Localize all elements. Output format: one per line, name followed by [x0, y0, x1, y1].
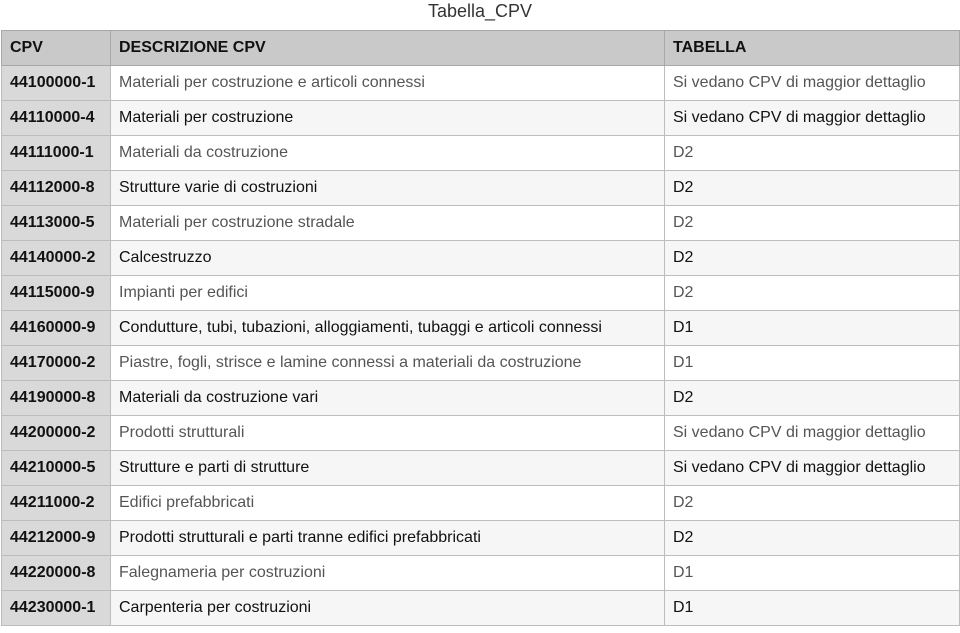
table-row	[2, 206, 960, 241]
description-cell: Piastre, fogli, strisce e lamine connessi a materiali da costruzione	[111, 346, 665, 381]
description-cell: Materiali da costruzione	[111, 136, 665, 171]
tabella-cell: D2	[665, 206, 960, 241]
header-descrizione: DESCRIZIONE CPV	[111, 31, 665, 66]
description-cell: Impianti per edifici	[111, 276, 665, 311]
tabella-cell: Si vedano CPV di maggior dettaglio	[665, 416, 960, 451]
description-cell: Prodotti strutturali e parti tranne edifici prefabbricati	[111, 521, 665, 556]
description-cell: Carpenteria per costruzioni	[111, 591, 665, 626]
description-cell: Strutture varie di costruzioni	[111, 171, 665, 206]
tabella-cell: D1	[665, 591, 960, 626]
cpv-cell: 44210000-5	[2, 451, 111, 486]
description-cell: Materiali da costruzione vari	[111, 381, 665, 416]
table-row	[2, 591, 960, 626]
table-row	[2, 276, 960, 311]
description-cell: Strutture e parti di strutture	[111, 451, 665, 486]
cpv-cell: 44212000-9	[2, 521, 111, 556]
description-cell: Edifici prefabbricati	[111, 486, 665, 521]
tabella-cell: D2	[665, 276, 960, 311]
tabella-cell: Si vedano CPV di maggior dettaglio	[665, 101, 960, 136]
tabella-cell: D1	[665, 556, 960, 591]
cpv-cell: 44220000-8	[2, 556, 111, 591]
table-row	[2, 136, 960, 171]
header-row	[2, 31, 960, 66]
table-row	[2, 346, 960, 381]
tabella-cell: D1	[665, 311, 960, 346]
table-row	[2, 66, 960, 101]
tabella-cell: Si vedano CPV di maggior dettaglio	[665, 451, 960, 486]
table-title: Tabella_CPV	[427, 1, 533, 21]
tabella-cell: D2	[665, 521, 960, 556]
description-cell: Falegnameria per costruzioni	[111, 556, 665, 591]
table-row	[2, 311, 960, 346]
cpv-cell: 44200000-2	[2, 416, 111, 451]
tabella-cell: D2	[665, 136, 960, 171]
cpv-cell: 44113000-5	[2, 206, 111, 241]
cpv-cell: 44111000-1	[2, 136, 111, 171]
table-row	[2, 101, 960, 136]
description-cell: Prodotti strutturali	[111, 416, 665, 451]
cpv-cell: 44170000-2	[2, 346, 111, 381]
table-row	[2, 451, 960, 486]
cpv-table	[1, 30, 960, 626]
description-cell: Materiali per costruzione e articoli connessi	[111, 66, 665, 101]
tabella-cell: D2	[665, 381, 960, 416]
description-cell: Materiali per costruzione stradale	[111, 206, 665, 241]
cpv-cell: 44112000-8	[2, 171, 111, 206]
table-row	[2, 171, 960, 206]
table-row	[2, 486, 960, 521]
cpv-cell: 44230000-1	[2, 591, 111, 626]
header-cpv: CPV	[2, 31, 111, 66]
tabella-cell: D2	[665, 486, 960, 521]
cpv-cell: 44190000-8	[2, 381, 111, 416]
tabella-cell: Si vedano CPV di maggior dettaglio	[665, 66, 960, 101]
cpv-cell: 44100000-1	[2, 66, 111, 101]
table-row	[2, 381, 960, 416]
tabella-cell: D2	[665, 171, 960, 206]
cpv-cell: 44115000-9	[2, 276, 111, 311]
tabella-cell: D1	[665, 346, 960, 381]
description-cell: Condutture, tubi, tubazioni, alloggiamenti, tubaggi e articoli connessi	[111, 311, 665, 346]
table-row	[2, 556, 960, 591]
description-cell: Calcestruzzo	[111, 241, 665, 276]
table-row	[2, 241, 960, 276]
cpv-cell: 44110000-4	[2, 101, 111, 136]
tabella-cell: D2	[665, 241, 960, 276]
table-body	[2, 66, 960, 626]
description-cell: Materiali per costruzione	[111, 101, 665, 136]
header-tabella: TABELLA	[665, 31, 960, 66]
cpv-cell: 44140000-2	[2, 241, 111, 276]
table-row	[2, 416, 960, 451]
cpv-cell: 44160000-9	[2, 311, 111, 346]
table-row	[2, 521, 960, 556]
cpv-cell: 44211000-2	[2, 486, 111, 521]
